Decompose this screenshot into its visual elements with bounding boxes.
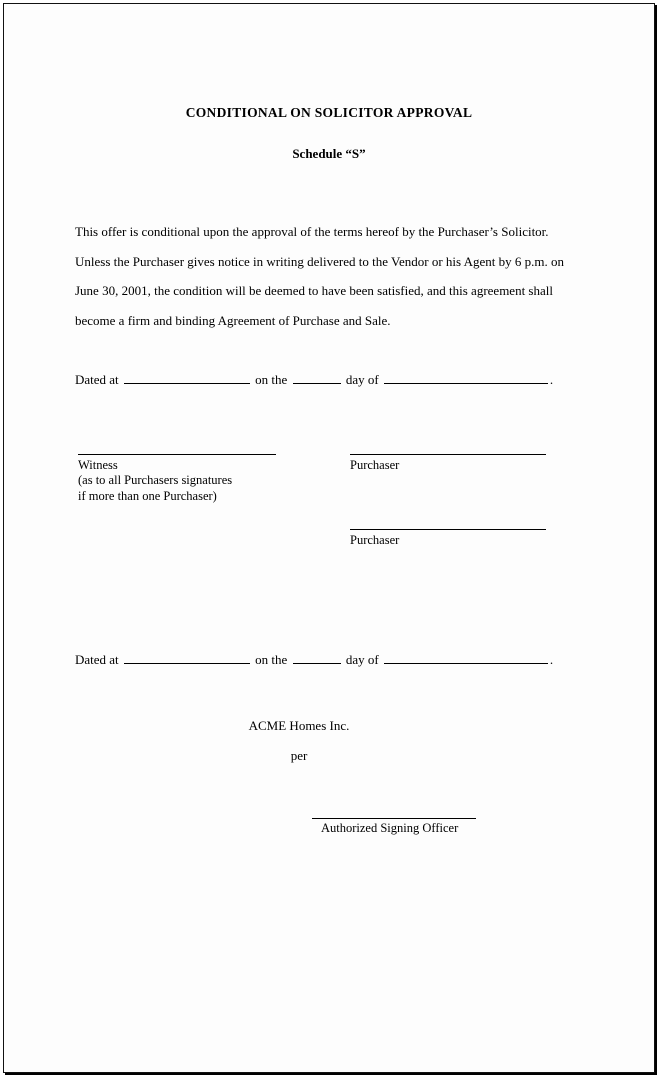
paragraph-line-1: This offer is conditional upon the approval of the terms hereof by the Purchaser’s Solicitor. [75, 224, 549, 239]
schedule-subtitle: Schedule “S” [292, 146, 366, 161]
witness-label: Witness [78, 458, 118, 472]
witness-note [78, 473, 232, 504]
dated-at-place-field-purchaser[interactable] [124, 370, 250, 384]
dated-at-on-the-label: on the [255, 372, 288, 387]
document-page [3, 3, 655, 1073]
dated-at-terminator: . [549, 372, 554, 387]
paragraph-line-3: June 30, 2001, the condition will be deemed to have been satisfied, and this agreement shall [75, 283, 553, 298]
witness-signature-line[interactable] [78, 454, 276, 455]
witness-note-line-2: if more than one Purchaser) [78, 488, 217, 503]
witness-note-line-1: (as to all Purchasers signatures [78, 473, 233, 487]
dated-at-label-vendor: Dated at [75, 652, 119, 667]
paragraph-line-4: become a firm and binding Agreement of Purchase and Sale. [75, 312, 391, 328]
dated-at-month-field-vendor[interactable] [384, 650, 548, 664]
dated-at-day-field-vendor[interactable] [293, 650, 341, 664]
dated-at-month-field-purchaser[interactable] [384, 370, 548, 384]
company-per-label: per [290, 748, 308, 763]
dated-at-label: Dated at [75, 372, 119, 387]
dated-at-day-field-purchaser[interactable] [293, 370, 341, 384]
conditional-clause-paragraph [75, 217, 584, 335]
purchaser-label-2: Purchaser [350, 533, 400, 547]
dated-at-row-vendor [75, 650, 575, 668]
dated-at-terminator-vendor: . [549, 652, 554, 667]
purchaser-label-1: Purchaser [350, 458, 400, 472]
purchaser-signature-line-1[interactable] [350, 454, 546, 455]
paragraph-line-2: Unless the Purchaser gives notice in writing delivered to the Vendor or his Agent by 6 p.m. on [75, 253, 564, 269]
purchaser-signature-line-2[interactable] [350, 529, 546, 530]
company-name: ACME Homes Inc. [248, 718, 350, 733]
dated-at-on-the-label-vendor: on the [255, 652, 288, 667]
dated-at-day-of-label: day of [345, 372, 379, 387]
dated-at-day-of-label-vendor: day of [345, 652, 379, 667]
dated-at-row-purchaser [75, 370, 575, 388]
dated-at-place-field-vendor[interactable] [124, 650, 250, 664]
authorized-signing-officer-label: Authorized Signing Officer [321, 821, 459, 835]
authorized-signing-officer-line[interactable] [312, 818, 476, 819]
page-title: CONDITIONAL ON SOLICITOR APPROVAL [185, 105, 473, 120]
